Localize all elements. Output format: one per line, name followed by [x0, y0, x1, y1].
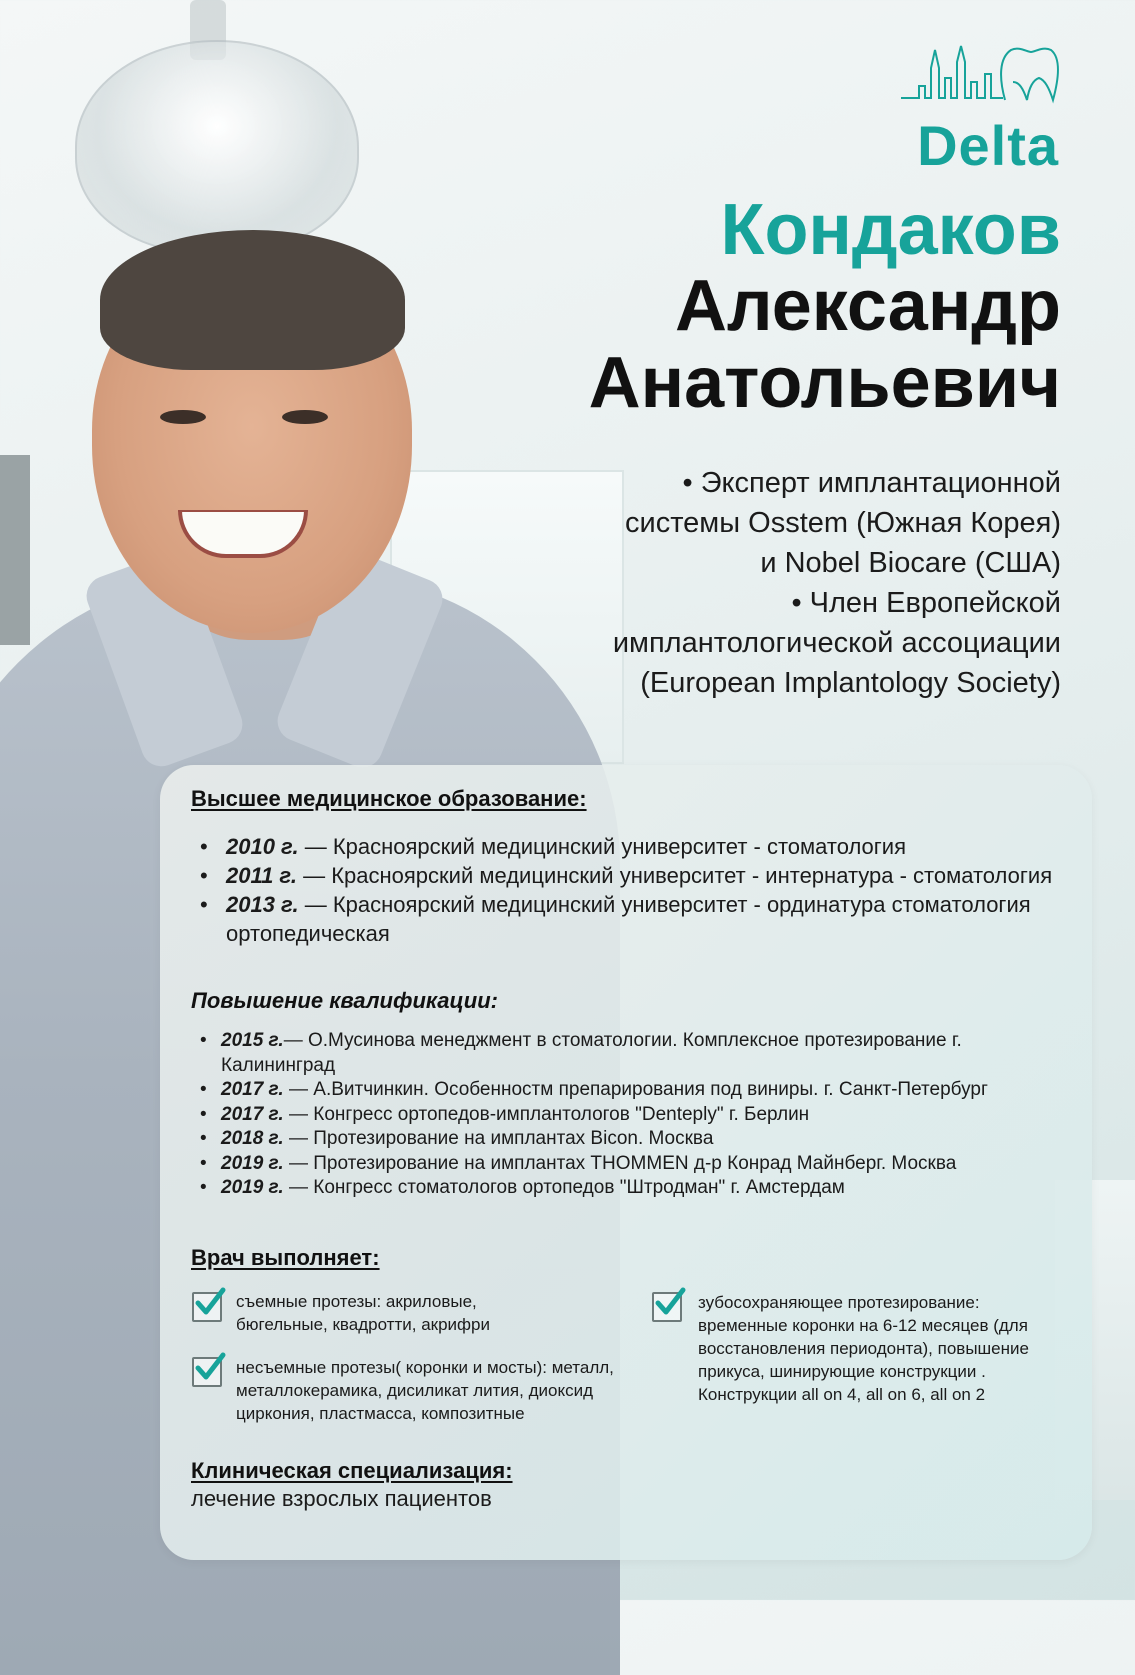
qualification-item — [196, 1103, 1076, 1128]
doctor-patronymic: Анатольевич — [588, 342, 1061, 423]
clinic-logo — [849, 38, 1059, 177]
performs-title: Врач выполняет: — [191, 1245, 380, 1270]
doctor-hair — [100, 230, 405, 370]
qualification-text: — А.Витчинкин. Особенностм препарирования под виниры. г. Санкт-Петербург — [283, 1079, 988, 1100]
education-year: 2010 г. — [226, 834, 299, 859]
qualification-year: 2019 г. — [221, 1177, 284, 1198]
education-item — [196, 861, 1056, 890]
credential-line: системы Osstem (Южная Корея) — [625, 507, 1061, 539]
qualification-year: 2017 г. — [221, 1103, 284, 1125]
qualification-text: — Конгресс стоматологов ортопедов "Штродман" г. Амстердам — [283, 1177, 845, 1198]
qualification-item — [196, 1127, 1076, 1152]
clinical-title: Клиническая специализация: — [191, 1458, 513, 1483]
credential-line: и Nobel Biocare (США) — [760, 547, 1061, 579]
doctor-name — [589, 192, 1061, 421]
education-year: 2011 г. — [226, 863, 297, 888]
checkbox-checked-icon — [652, 1292, 682, 1322]
performs-item: несъемные протезы( коронки и мосты): металл, металлокерамика, дисиликат лития, диоксид циркония, пластмасса, композитные — [236, 1358, 614, 1423]
credential-line: • Член Европейской — [791, 587, 1061, 619]
credential-line: • Эксперт имплантационной — [682, 467, 1061, 499]
qualification-year: 2017 г. — [221, 1079, 284, 1100]
credentials — [471, 463, 1061, 703]
credential-line: имплантологической ассоциации — [612, 627, 1061, 659]
education-item — [196, 890, 1056, 948]
qualification-text: — О.Мусинова менеджмент в стоматологии. Комплексное протезирование г. Калининград — [221, 1030, 962, 1076]
doctor-eye-left — [160, 410, 206, 424]
doctor-surname: Кондаков — [720, 190, 1061, 270]
performs-item: зубосохраняющее протезирование: временные коронки на 6-12 месяцев (для восстановления периодонта), повышение прикуса, шинирующие конструкции . Конструкции all on 4, all on 6, all on 2 — [698, 1293, 1029, 1404]
education-text: — Красноярский медицинский университет - интернатура - стоматология — [296, 863, 1053, 888]
qualification-item — [196, 1152, 1076, 1177]
clinical-text: лечение взрослых пациентов — [191, 1486, 492, 1511]
qualification-year: 2019 г. — [221, 1152, 284, 1174]
credential-line: (European Implantology Society) — [640, 667, 1061, 699]
education-text: — Красноярский медицинский университет - ординатура стоматология ортопедическая — [226, 892, 1031, 946]
education-item — [196, 832, 1056, 861]
performs-item: съемные протезы: акриловые, бюгельные, квадротти, акрифри — [236, 1292, 490, 1334]
qualification-item — [196, 1176, 1076, 1201]
doctor-first-name: Александр — [674, 266, 1061, 347]
checkbox-checked-icon — [192, 1292, 222, 1322]
education-text: — Красноярский медицинский университет - стоматология — [298, 834, 907, 859]
education-list — [196, 832, 1056, 948]
qualification-item — [196, 1029, 1076, 1078]
qualification-year: 2015 г. — [221, 1030, 284, 1051]
qualification-list — [196, 1029, 1076, 1201]
qualification-title: Повышение квалификации: — [191, 988, 498, 1013]
city-skyline-tooth-icon — [899, 38, 1059, 108]
logo-text: Delta — [917, 114, 1059, 177]
checkbox-checked-icon — [192, 1357, 222, 1387]
qualification-item — [196, 1078, 1076, 1103]
education-title: Высшее медицинское образование: — [191, 786, 587, 811]
qualification-text: — Протезирование на имплантах Bicon. Москва — [283, 1128, 714, 1149]
qualification-year: 2018 г. — [221, 1128, 284, 1149]
education-year: 2013 г. — [226, 892, 299, 917]
doctor-eye-right — [282, 410, 328, 424]
qualification-text: — Протезирование на имплантах THOMMEN д-р Конрад Майнберг. Москва — [283, 1152, 957, 1174]
qualification-text: — Конгресс ортопедов-имплантологов "Denteply" г. Берлин — [283, 1103, 810, 1125]
